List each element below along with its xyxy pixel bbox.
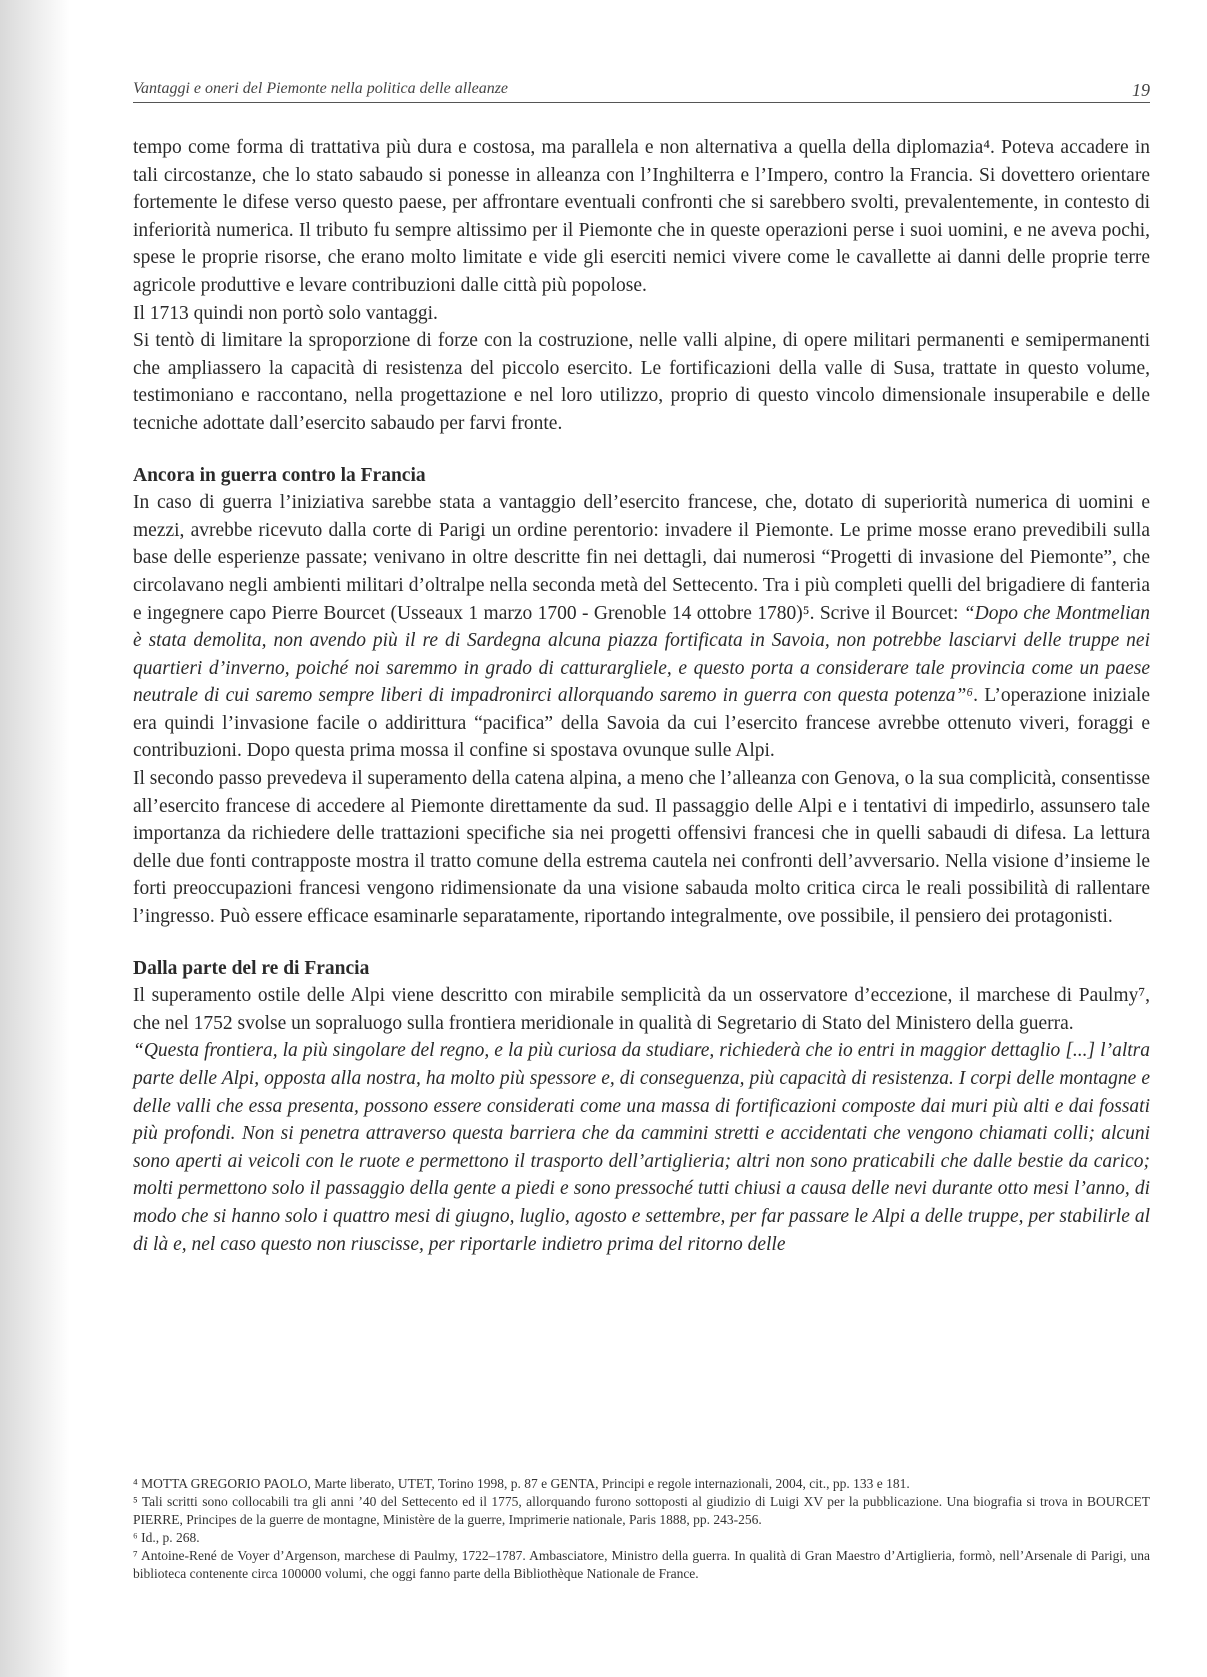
body-text (133, 134, 1150, 1258)
paragraph: Il superamento ostile delle Alpi viene descritto con mirabile semplicità da un osservatore d’eccezione, il marchese di Paulmy⁷, che nel 1752 svolse un sopraluogo sulla frontiera meridionale in qualità di Segretario di Stato del Ministero della guerra. (133, 985, 1150, 1034)
section-heading: Ancora in guerra contro la Francia (133, 464, 426, 486)
footnote: ⁷ Antoine-René de Voyer d’Argenson, marchese di Paulmy, 1722–1787. Ambasciatore, Ministro della guerra. In qualità di Gran Maestro d’Artiglieria, formò, nell’Arsenale di Parigi, una biblioteca contenente circa 100000 volumi, che oggi fanno parte della Bibliothèque Nationale de France. (133, 1548, 1150, 1581)
running-header (133, 80, 1150, 103)
paulmy-quote: “Questa frontiera, la più singolare del regno, e la più curiosa da studiare, richiederà che io entri in maggior dettaglio [...] l’altra parte delle Alpi, opposta alla nostra, ha molto più spessore e, di conseguenza, più capacità di resistenza. I corpi delle montagne e delle valli che essa presenta, possono essere considerati come una massa di fortificazioni composte dai muri più alti e dai fossati più profondi. Non si penetra attraverso questa barriera che da cammini stretti e accidentati che vengono chiamati colli; alcuni sono aperti ai veicoli con le ruote e permettono il trasporto dell’artiglieria; altri non sono praticabili che dalle bestie da carico; molti permettono solo il passaggio della gente a piedi e sono pressoché tutti chiusi a causa delle nevi durante otto mesi l’anno, di modo che si hanno solo i quattro mesi di giugno, luglio, agosto e settembre, per far passare le Alpi a delle truppe, per stabilirle al di là e, nel caso questo non riuscisse, per riportarle indietro prima del ritorno delle (133, 1040, 1150, 1255)
footnote: ⁵ Tali scritti sono collocabili tra gli anni ’40 del Settecento ed il 1775, allorquando furono sottoposti al giudizio di Luigi XV per la pubblicazione. Una biografia si trova in BOURCET PIERRE, Principes de la guerre de montagne, Ministère de la guerre, Imprimerie nationale, Paris 1888, pp. 243-256. (133, 1494, 1150, 1527)
running-title: Vantaggi e oneri del Piemonte nella politica delle alleanze (133, 80, 509, 97)
paragraph: Il secondo passo prevedeva il superamento della catena alpina, a meno che l’alleanza con Genova, o la sua complicità, consentisse all’esercito francese di accedere al Piemonte direttamente da sud. Il passaggio delle Alpi e i tentativi di impedirlo, assunsero tale importanza da richiedere delle trattazioni specifiche sia nei progetti offensivi francesi che in quelli sabaudi di difesa. La lettura delle due fonti contrapposte mostra il tratto comune della estrema cautela nei confronti dell’avversario. Nella visione d’insieme le forti preoccupazioni francesi vengono ridimensionate da una visione sabauda molto critica circa le reali possibilità di rallentare l’ingresso. Può essere efficace esaminarle separatamente, riportando integralmente, ove possibile, il pensiero dei protagonisti. (133, 768, 1150, 928)
section-heading: Dalla parte del re di Francia (133, 957, 370, 979)
footnote: ⁶ Id., p. 268. (133, 1530, 200, 1545)
paragraph-text: . L’operazione iniziale era quindi l’invasione facile o addirittura “pacifica” della Savoia da cui l’esercito francese avrebbe ottenuto viveri, foraggi e contribuzioni. Dopo questa prima mossa il confine si spostava ovunque sulle Alpi. (133, 685, 1150, 762)
footnotes (133, 1475, 1150, 1583)
page-number: 19 (1132, 80, 1150, 100)
paragraph: Si tentò di limitare la sproporzione di forze con la costruzione, nelle valli alpine, di opere militari permanenti e semipermanenti che ampliassero la capacità di resistenza del piccolo esercito. Le fortificazioni della valle di Susa, trattate in questo volume, testimoniano e raccontano, nella progettazione e nel loro utilizzo, proprio di questo vincolo dimensionale insuperabile e delle tecniche adottate dall’esercito sabaudo per farvi fronte. (133, 330, 1150, 434)
paragraph-text: In caso di guerra l’iniziativa sarebbe stata a vantaggio dell’esercito francese, che, dotato di superiorità numerica di uomini e mezzi, avrebbe ricevuto dalla corte di Parigi un ordine perentorio: invadere il Piemonte. Le prime mosse erano prevedibili sulla base delle esperienze passate; venivano in oltre descritte fin nei dettagli, dai numerosi “Progetti di invasione del Piemonte”, che circolavano negli ambienti militari d’oltralpe nella seconda metà del Settecento. Tra i più completi quelli del brigadiere di fanteria e ingegnere capo Pierre Bourcet (Usseaux 1 marzo 1700 - Grenoble 14 ottobre 1780)⁵. Scrive il Bourcet: (133, 492, 1150, 624)
paragraph: tempo come forma di trattativa più dura e costosa, ma parallela e non alternativa a quella della diplomazia⁴. Poteva accadere in tali circostanze, che lo stato sabaudo si ponesse in alleanza con l’Inghilterra e l’Impero, contro la Francia. Si dovettero orientare fortemente le difese verso questo paese, per affrontare eventuali confronti che si sarebbero svolti, prevalentemente, in contesto di inferiorità numerica. Il tributo fu sempre altissimo per il Piemonte che in queste operazioni perse i suoi uomini, e ne aveva pochi, spese le proprie risorse, che erano molto limitate e vide gli eserciti nemici vivere come le cavallette ai danni delle proprie terre agricole produttive e levare contribuzioni dalle città più popolose. (133, 137, 1150, 296)
bourcet-quote: “Dopo che Montmelian è stata demolita, non avendo più il re di Sardegna alcuna piazza fortificata in Savoia, non potrebbe lasciarvi delle truppe nei quartieri d’inverno, poiché noi saremmo in grado di catturargliele, e questo porta a considerare tale provincia come un paese neutrale di cui saremo sempre liberi di impadronirci allorquando saremo in guerra con questa potenza”⁶ (133, 602, 1150, 707)
footnote: ⁴ MOTTA GREGORIO PAOLO, Marte liberato, UTET, Torino 1998, p. 87 e GENTA, Principi e regole internazionali, 2004, cit., pp. 133 e 181. (133, 1476, 910, 1491)
scan-edge-shadow (0, 0, 70, 1677)
paragraph (133, 489, 1150, 765)
paragraph: Il 1713 quindi non portò solo vantaggi. (133, 302, 438, 324)
